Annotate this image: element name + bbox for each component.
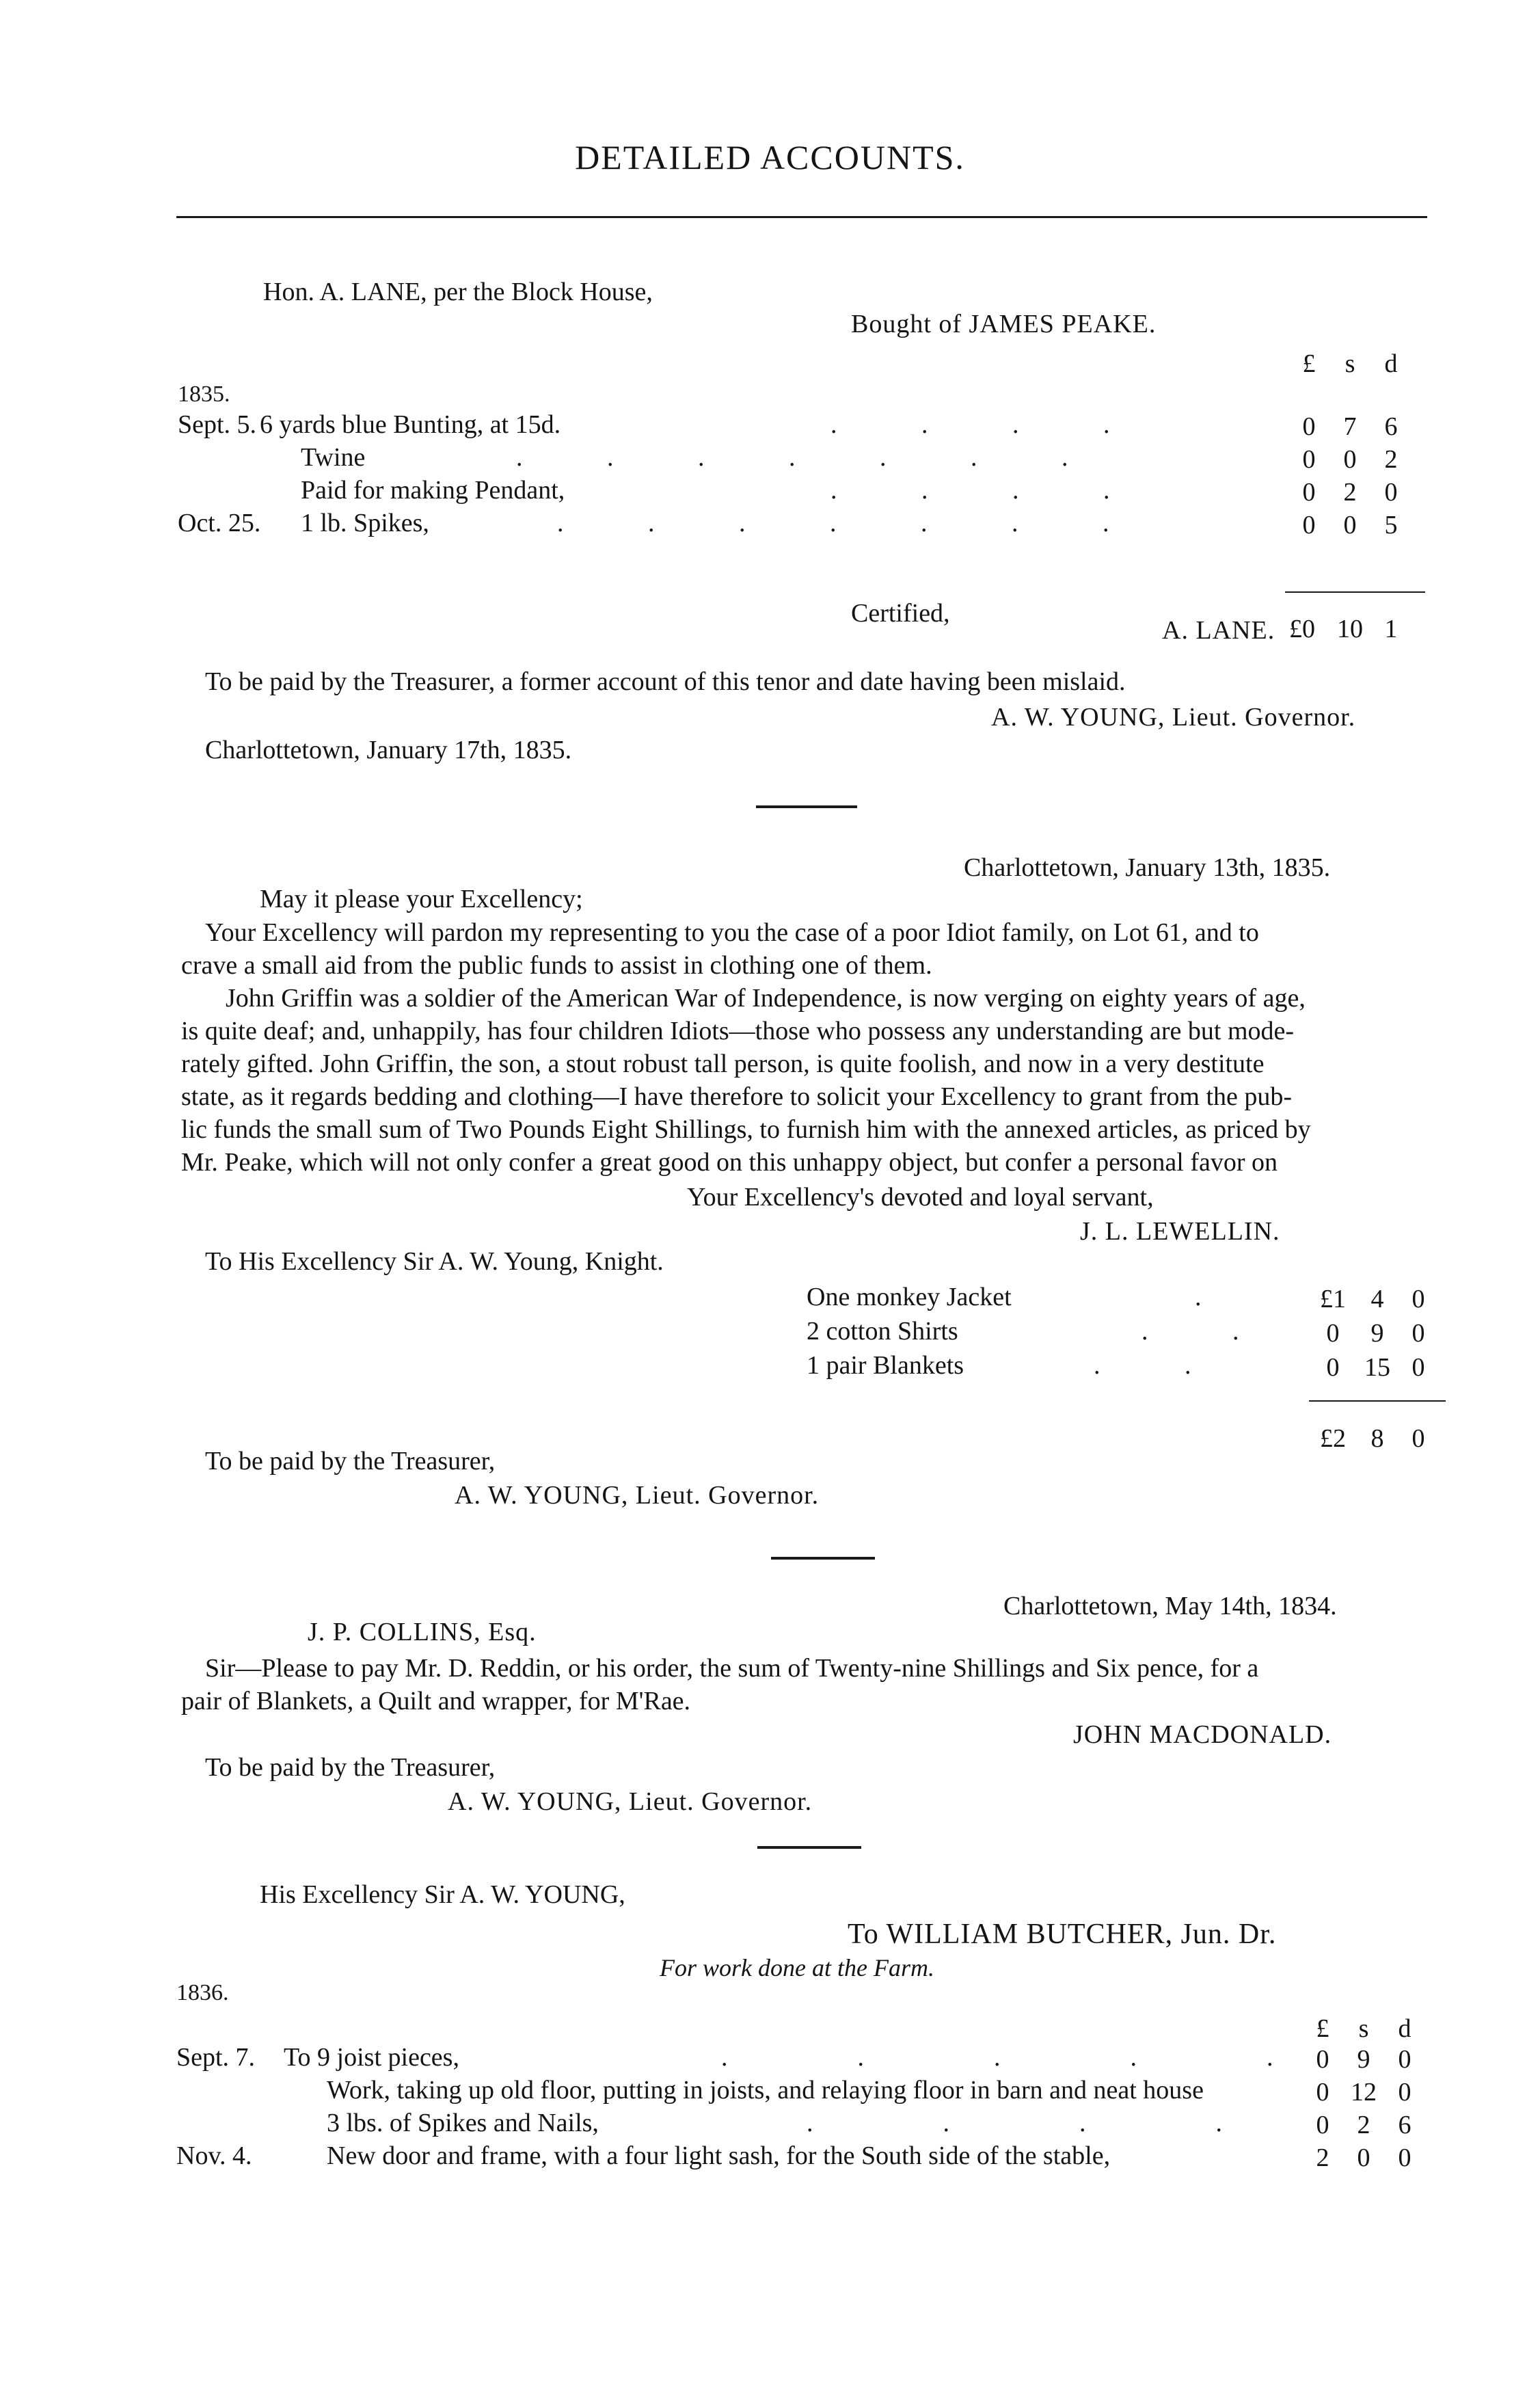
section-separator bbox=[771, 1557, 875, 1560]
pounds-header: £ bbox=[1302, 349, 1316, 378]
pounds: 0 bbox=[1316, 2045, 1329, 2074]
item-description: One monkey Jacket bbox=[807, 1283, 1012, 1311]
order-body-line: pair of Blankets, a Quilt and wrapper, for M'Rae. bbox=[181, 1687, 691, 1715]
shillings: 8 bbox=[1370, 1424, 1384, 1453]
pay-note: To be paid by the Treasurer, bbox=[205, 1447, 496, 1475]
letter-date: Charlottetown, January 13th, 1835. bbox=[964, 853, 1331, 882]
pence: 6 bbox=[1384, 412, 1398, 441]
body-line: crave a small aid from the public funds to assist in clothing one of them. bbox=[181, 951, 932, 980]
order-date: Charlottetown, May 14th, 1834. bbox=[1003, 1592, 1337, 1620]
page-title: DETAILED ACCOUNTS. bbox=[575, 138, 965, 176]
pounds: 2 bbox=[1316, 2143, 1329, 2172]
item-amount bbox=[1309, 1352, 1446, 1380]
item-description: 2 cotton Shirts bbox=[807, 1317, 958, 1346]
section-separator bbox=[756, 805, 857, 808]
body-line: state, as it regards bedding and clothing—I have therefore to solicit your Excellency to grant from the pub- bbox=[181, 1082, 1293, 1111]
leader-dots: . . . . . . . bbox=[516, 443, 1068, 472]
order-body-line: Sir—Please to pay Mr. D. Reddin, or his order, the sum of Twenty-nine Shillings and Six pence, for a bbox=[205, 1654, 1259, 1683]
shillings: 0 bbox=[1357, 2143, 1370, 2172]
shillings: 9 bbox=[1370, 1319, 1384, 1348]
letter-signature: J. L. LEWELLIN. bbox=[1080, 1217, 1280, 1246]
pounds: 0 bbox=[1316, 2078, 1329, 2107]
place-date: Charlottetown, January 17th, 1835. bbox=[205, 736, 572, 764]
body-line: Your Excellency will pardon my representing to you the case of a poor Idiot family, on Lot 61, and to bbox=[205, 918, 1259, 947]
pence: 2 bbox=[1384, 445, 1398, 474]
order-addressee: J. P. COLLINS, Esq. bbox=[308, 1618, 537, 1646]
shillings-header: s bbox=[1358, 2014, 1369, 2043]
item-description: 1 pair Blankets bbox=[807, 1351, 964, 1380]
pence: 0 bbox=[1411, 1353, 1425, 1382]
shillings: 4 bbox=[1370, 1285, 1384, 1313]
item-description: Twine bbox=[301, 443, 366, 472]
leader-dots: . . bbox=[1142, 1317, 1239, 1346]
item-date: Nov. 4. bbox=[176, 2141, 252, 2170]
account-addressee: His Excellency Sir A. W. YOUNG, bbox=[260, 1880, 625, 1909]
item-date: Sept. 5. bbox=[178, 410, 257, 439]
pounds: 0 bbox=[1326, 1353, 1340, 1382]
pence: 0 bbox=[1398, 2045, 1411, 2074]
account-creditor: To WILLIAM BUTCHER, Jun. Dr. bbox=[848, 1919, 1277, 1950]
shillings: 7 bbox=[1343, 412, 1357, 441]
item-description: Paid for making Pendant, bbox=[301, 476, 565, 505]
butcher-currency-header bbox=[1302, 2014, 1439, 2041]
pounds-header: £ bbox=[1316, 2014, 1329, 2043]
shillings: 12 bbox=[1351, 2078, 1377, 2107]
peake-currency-header bbox=[1288, 349, 1425, 376]
leader-dots: . bbox=[1195, 1283, 1202, 1311]
shillings: 2 bbox=[1357, 2111, 1370, 2139]
account-year: 1836. bbox=[176, 1980, 229, 2005]
item-description: To 9 joist pieces, bbox=[284, 2043, 459, 2072]
pence: 1 bbox=[1384, 615, 1398, 643]
pence: 5 bbox=[1384, 511, 1398, 539]
pounds: £0 bbox=[1289, 615, 1315, 643]
pounds: 0 bbox=[1302, 478, 1316, 507]
item-description: 1 lb. Spikes, bbox=[301, 509, 429, 537]
pence: 0 bbox=[1398, 2078, 1411, 2107]
pounds: 0 bbox=[1326, 1319, 1340, 1348]
pounds: 0 bbox=[1302, 412, 1316, 441]
treasurer-note: To be paid by the Treasurer, a former account of this tenor and date having been mislaid. bbox=[205, 667, 1126, 696]
peake-total bbox=[1275, 614, 1425, 641]
item-date: Sept. 7. bbox=[176, 2043, 256, 2072]
total-rule bbox=[1285, 591, 1425, 593]
pence: 0 bbox=[1398, 2143, 1411, 2172]
shillings: 10 bbox=[1337, 615, 1363, 643]
shillings: 15 bbox=[1364, 1353, 1390, 1382]
peake-addressee: Hon. A. LANE, per the Block House, bbox=[263, 278, 653, 306]
body-line: lic funds the small sum of Two Pounds Eight Shillings, to furnish him with the annexed articles, as priced by bbox=[181, 1115, 1311, 1144]
peake-vendor: Bought of JAMES PEAKE. bbox=[851, 310, 1157, 338]
pence-header: d bbox=[1398, 2014, 1411, 2043]
item-amount bbox=[1288, 510, 1425, 537]
leader-dots: . . . . bbox=[830, 410, 1110, 439]
body-line: is quite deaf; and, unhappily, has four children Idiots—those who possess any understanding are but mode- bbox=[181, 1017, 1295, 1045]
section-separator bbox=[757, 1846, 861, 1849]
item-description: 6 yards blue Bunting, at 15d. bbox=[260, 410, 561, 439]
shillings: 9 bbox=[1357, 2045, 1370, 2074]
account-subtitle: For work done at the Farm. bbox=[660, 1954, 934, 1981]
body-line: Mr. Peake, which will not only confer a great good on this unhappy object, but confer a personal favor on bbox=[181, 1148, 1278, 1177]
letter-closing: Your Excellency's devoted and loyal servant, bbox=[687, 1183, 1154, 1212]
item-amount bbox=[1309, 1318, 1446, 1346]
item-amount bbox=[1288, 412, 1425, 439]
certified-label: Certified, bbox=[851, 599, 950, 628]
order-signature: JOHN MACDONALD. bbox=[1073, 1720, 1332, 1749]
item-date: Oct. 25. bbox=[178, 509, 261, 537]
leader-dots: . . . . . . . bbox=[557, 509, 1109, 537]
governor-signature: A. W. YOUNG, Lieut. Governor. bbox=[991, 703, 1356, 732]
shillings: 0 bbox=[1343, 511, 1357, 539]
governor-signature: A. W. YOUNG, Lieut. Governor. bbox=[455, 1481, 820, 1510]
item-description: Work, taking up old floor, putting in joists, and relaying floor in barn and neat house bbox=[327, 2076, 1204, 2105]
item-amount bbox=[1302, 2077, 1439, 2105]
peake-year: 1835. bbox=[178, 382, 230, 407]
item-amount bbox=[1302, 2143, 1439, 2170]
pence-header: d bbox=[1384, 349, 1398, 378]
total-rule bbox=[1309, 1400, 1446, 1402]
leader-dots: . . . . bbox=[807, 2109, 1222, 2137]
shillings-header: s bbox=[1345, 349, 1355, 378]
pence: 0 bbox=[1411, 1285, 1425, 1313]
shillings: 0 bbox=[1343, 445, 1357, 474]
pay-note: To be paid by the Treasurer, bbox=[205, 1753, 496, 1782]
item-amount bbox=[1302, 2044, 1439, 2072]
pounds: 0 bbox=[1302, 445, 1316, 474]
governor-signature: A. W. YOUNG, Lieut. Governor. bbox=[448, 1787, 813, 1816]
certifier-signature: A. LANE. bbox=[1162, 616, 1275, 645]
pounds: 0 bbox=[1316, 2111, 1329, 2139]
letter-salutation: May it please your Excellency; bbox=[260, 885, 583, 913]
leader-dots: . . . . bbox=[830, 476, 1110, 505]
item-description: New door and frame, with a four light sash, for the South side of the stable, bbox=[327, 2141, 1111, 2170]
body-line: rately gifted. John Griffin, the son, a stout robust tall person, is quite foolish, and now in a very destitute bbox=[181, 1050, 1265, 1078]
title-rule bbox=[176, 216, 1427, 218]
letter-addressee: To His Excellency Sir A. W. Young, Knight. bbox=[205, 1247, 664, 1276]
leader-dots: . . bbox=[1094, 1351, 1191, 1380]
pounds: £2 bbox=[1320, 1424, 1346, 1453]
pounds: £1 bbox=[1320, 1285, 1346, 1313]
pence: 0 bbox=[1411, 1319, 1425, 1348]
pounds: 0 bbox=[1302, 511, 1316, 539]
item-amount bbox=[1288, 444, 1425, 472]
pence: 0 bbox=[1384, 478, 1398, 507]
leader-dots: . . . . . bbox=[721, 2043, 1273, 2072]
pence: 0 bbox=[1411, 1424, 1425, 1453]
item-amount bbox=[1309, 1284, 1446, 1311]
pence: 6 bbox=[1398, 2111, 1411, 2139]
shillings: 2 bbox=[1343, 478, 1357, 507]
body-line: John Griffin was a soldier of the American War of Independence, is now verging on eighty years of age, bbox=[226, 984, 1306, 1013]
item-description: 3 lbs. of Spikes and Nails, bbox=[327, 2109, 599, 2137]
lewellin-total bbox=[1309, 1424, 1446, 1451]
item-amount bbox=[1302, 2110, 1439, 2137]
item-amount bbox=[1288, 477, 1425, 505]
